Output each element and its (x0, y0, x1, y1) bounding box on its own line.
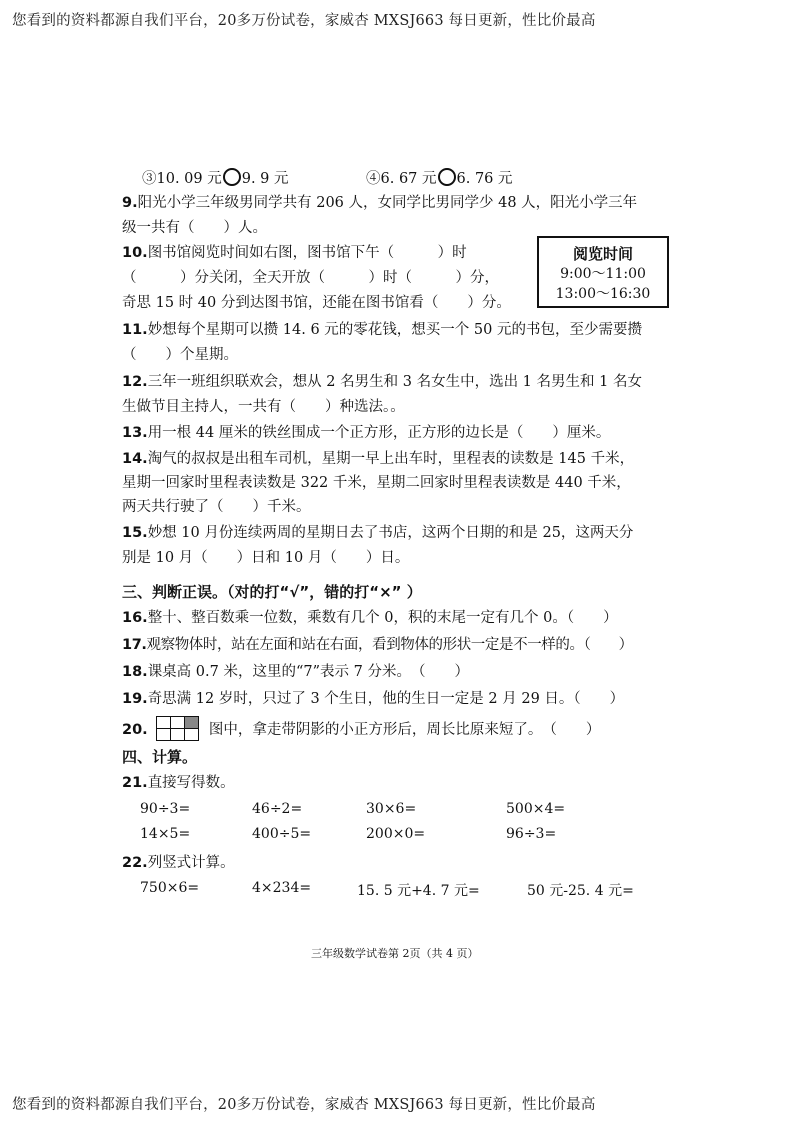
q21-row2-item3: 200×0= (366, 826, 426, 842)
q22-item2: 4×234= (252, 880, 312, 896)
q21-row2-item4: 96÷3= (506, 826, 557, 842)
reading-hours-row-1: 9:00～11:00 (560, 266, 646, 282)
reading-hours-row-2: 13:00～16:30 (555, 286, 651, 302)
q21-row1-item2: 46÷2= (252, 801, 303, 817)
section-3-heading: 三、判断正误。（对的打“√”，错的打“×” ） (122, 583, 422, 601)
q12-line1 (122, 372, 642, 392)
q21-number: 21. (122, 775, 148, 791)
grid-cell (184, 728, 199, 741)
q14-line2: 星期一回家时里程表读数是 322 千米，星期二回家时里程表读数是 440 千米， (122, 475, 631, 491)
section-4-heading: 四、计算。 (122, 748, 198, 766)
q12-text: 三年一班组织联欢会，想从 2 名男生和 3 名女生中，选出 1 名男生和 1 名女 (147, 374, 642, 390)
q17-text: 观察物体时，站在左面和站在右面，看到物体的形状一定是不一样的。（ ） (146, 637, 633, 653)
q15-text: 妙想 10 月份连续两周的星期日去了书店，这两个日期的和是 25，这两天分 (147, 525, 634, 541)
bottom-banner: 您看到的资料都源自我们平台，20多万份试卷，家威杏 MXSJ663 每日更新，性比价最高 (12, 1097, 596, 1113)
q10-line2: （ ）分关闭，全天开放（ ）时（ ）分， (122, 270, 499, 286)
q10-number: 10. (122, 245, 148, 261)
grid-cell (156, 728, 171, 741)
q15-line2: 别是 10 月（ ）日和 10 月（ ）日。 (122, 550, 410, 566)
q14-number: 14. (122, 451, 148, 467)
q10-line3: 奇思 15 时 40 分到达图书馆，还能在图书馆看（ ）分。 (122, 295, 511, 311)
q22-item1: 750×6= (140, 880, 200, 896)
top-banner: 您看到的资料都源自我们平台，20多万份试卷，家威杏 MXSJ663 每日更新，性比价最高 (12, 13, 596, 29)
reading-hours-box (537, 236, 669, 308)
q16-text: 整十、整百数乘一位数，乘数有几个 0，积的末尾一定有几个 0。（ ） (147, 610, 618, 626)
q13-text: 用一根 44 厘米的铁丝围成一个正方形，正方形的边长是（ ）厘米。 (147, 425, 611, 441)
q9-line1 (122, 193, 637, 213)
q16-number: 16. (122, 610, 148, 626)
q15-number: 15. (122, 525, 148, 541)
q21-row1-item4: 500×4= (506, 801, 566, 817)
reading-hours-title: 阅览时间 (572, 245, 633, 263)
q22-item3: 15. 5 元+4. 7 元= (357, 883, 480, 899)
q20 (122, 716, 600, 742)
q20-number: 20. (122, 722, 148, 738)
q22-title (122, 853, 235, 873)
q12-number: 12. (122, 374, 148, 390)
q21-row2-item2: 400÷5= (252, 826, 312, 842)
q22-item4: 50 元-25. 4 元= (527, 883, 634, 899)
q18-number: 18. (122, 664, 148, 680)
compare-circle-icon (438, 168, 456, 186)
q19-text: 奇思满 12 岁时，只过了 3 个生日，他的生日一定是 2 月 29 日。（ ） (147, 691, 625, 707)
q8-item4 (366, 168, 513, 189)
q10-text: 图书馆阅览时间如右图，图书馆下午（ ）时 (147, 245, 467, 261)
q19-number: 19. (122, 691, 148, 707)
q14-line3: 两天共行驶了（ ）千米。 (122, 499, 311, 515)
compare-circle-icon (223, 168, 241, 186)
q16 (122, 608, 618, 628)
q9-line2: 级一共有（ ）人。 (122, 220, 267, 236)
q15-line1 (122, 523, 633, 543)
q11-line2: （ ）个星期。 (122, 347, 238, 363)
q17-number: 17. (122, 637, 147, 653)
q21-title (122, 773, 235, 793)
q21-row1-item3: 30×6= (366, 801, 417, 817)
page-footer: 三年级数学试卷第 2页（共 4 页） (311, 947, 479, 960)
grid-cell (170, 728, 185, 741)
q12-line2: 生做节目主持人，一共有（ ）种选法。。 (122, 399, 405, 415)
q9-text: 阳光小学三年级男同学共有 206 人，女同学比男同学少 48 人，阳光小学三年 (137, 195, 638, 211)
q8-item4-right: 6. 76 元 (456, 171, 513, 187)
q19 (122, 689, 624, 709)
q18-text: 课桌高 0.7 米，这里的“7”表示 7 分米。 （ ） (147, 664, 469, 680)
q8-item3-left: ③10. 09 元 (142, 171, 222, 187)
q13-number: 13. (122, 425, 148, 441)
q11-line1 (122, 320, 642, 340)
q22-text: 列竖式计算。 (147, 855, 235, 871)
square-grid-figure (156, 716, 200, 742)
q14-line1 (122, 449, 634, 469)
q8-item3 (142, 168, 289, 189)
q11-text: 妙想每个星期可以攒 14. 6 元的零花钱，想买一个 50 元的书包，至少需要攒 (147, 322, 642, 338)
q17 (122, 635, 633, 655)
q21-row1-item1: 90÷3= (140, 801, 191, 817)
q20-text: 图中，拿走带阴影的小正方形后，周长比原来短了。 （ ） (208, 722, 601, 738)
q8-item3-right: 9. 9 元 (241, 171, 289, 187)
q10-line1 (122, 243, 467, 263)
q21-row2-item1: 14×5= (140, 826, 191, 842)
q18 (122, 662, 469, 682)
q11-number: 11. (122, 322, 148, 338)
q22-number: 22. (122, 855, 148, 871)
q8-item4-left: ④6. 67 元 (366, 171, 437, 187)
q14-text: 淘气的叔叔是出租车司机，星期一早上出车时，里程表的读数是 145 千米， (147, 451, 635, 467)
q21-text: 直接写得数。 (147, 775, 235, 791)
q13-line1 (122, 423, 610, 443)
q9-number: 9. (122, 195, 138, 211)
